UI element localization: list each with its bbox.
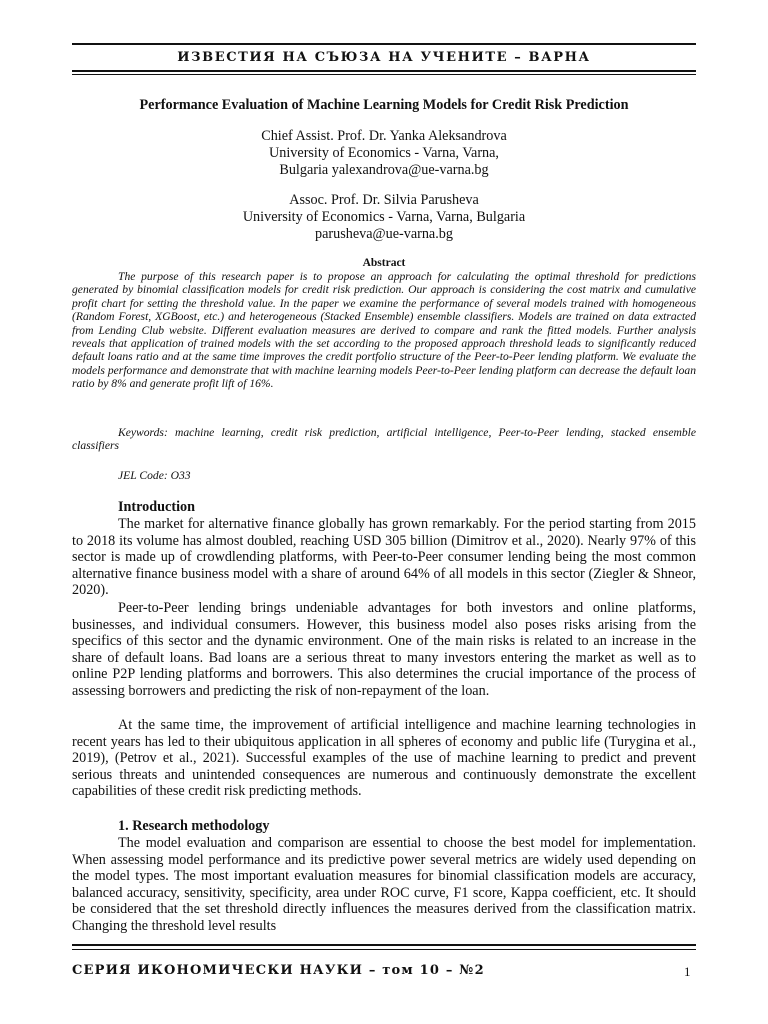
- author-name: Chief Assist. Prof. Dr. Yanka Aleksandrova: [261, 128, 507, 144]
- abstract-text: The purpose of this research paper is to propose an approach for calculating the optimal threshold for predictions generated by binomial classification models for credit risk prediction. Our approach is considering the cost matrix and cumulative profit chart for setting the threshold value. In the paper we examine the performance of several models trained with homogeneous (Random Forest, XGBoost, etc.) and heterogeneous (Stacked Ensemble) ensemble classifiers. Models are trained on data extracted from Lending Club website. Different evaluation measures are derived to compare and rank the fitted models. Further analysis reveals that application of trained models with the set according to the proposed approach threshold leads to significantly reduced default loans ratio and at the same time improves the credit portfolio structure of the Peer-to-Peer lending platform. We evaluate the models performance and demonstrate that with machine learning models Peer-to-Peer lending platform can decrease the default loan ratio by 8% and generate profit lift of 16%.: [72, 270, 696, 391]
- author-block-1: [72, 128, 696, 178]
- section-heading-methodology: 1. Research methodology: [118, 818, 270, 834]
- journal-header: ИЗВЕСТИЯ НА СЪЮЗА НА УЧЕНИТЕ – ВАРНА: [177, 50, 591, 65]
- page-number: 1: [684, 964, 691, 979]
- paper-title: Performance Evaluation of Machine Learning Models for Credit Risk Prediction: [139, 97, 629, 113]
- author-name: Assoc. Prof. Dr. Silvia Parusheva: [289, 192, 479, 208]
- intro-paragraph: The market for alternative finance globally has grown remarkably. For the period starting from 2015 to 2018 its volume has almost doubled, reaching USD 305 billion (Dimitrov et al., 2020). Nearly 97% of this sector is made up of crowdlending platforms, with Peer-to-Peer consumer lending being the most common alternative finance business model with a share of around 64% of all models in this sector (Ziegler & Shneor, 2020).: [72, 516, 696, 598]
- header-bottom-rule: [72, 70, 696, 72]
- footer-top-rule: [72, 944, 696, 946]
- header-bottom-rule-thin: [72, 74, 696, 75]
- intro-paragraph: Peer-to-Peer lending brings undeniable advantages for both investors and online platforms, businesses, and individual consumers. However, this business model also poses risks arising from the specifics of this sector and the dynamic environment. One of the main risks is related to an increase in the share of default loans. Bad loans are a serious threat to many investors entering the market as well as to online P2P lending platforms and borrowers. This also determines the crucial importance of the process of assessing borrowers and predicting the risk of non-repayment of the loan.: [72, 600, 696, 699]
- author-email: parusheva@ue-varna.bg: [315, 225, 453, 242]
- intro-paragraph: At the same time, the improvement of artificial intelligence and machine learning technologies in recent years has led to their ubiquitous application in all spheres of economy and public life (Turygina et al., 2019), (Petrov et al., 2021). Successful examples of the use of machine learning to predict and prevent serious threats and unintended consequences are numerous and continuously demonstrate the excellent capabilities of these credit risk predicting methods.: [72, 717, 696, 799]
- footer-top-rule-thin: [72, 949, 696, 950]
- jel-code: JEL Code: O33: [118, 469, 191, 482]
- section-heading-introduction: Introduction: [118, 499, 195, 515]
- header-top-rule: [72, 43, 696, 45]
- author-email: Bulgaria yalexandrova@ue-varna.bg: [279, 161, 489, 178]
- author-block-2: [72, 192, 696, 242]
- author-affiliation: University of Economics - Varna, Varna,: [269, 144, 499, 161]
- keywords: Keywords: machine learning, credit risk prediction, artificial intelligence, Peer-to-Peer lending, stacked ensemble classifiers: [72, 426, 696, 453]
- author-affiliation: University of Economics - Varna, Varna, Bulgaria: [242, 208, 526, 225]
- methodology-paragraph: The model evaluation and comparison are essential to choose the best model for implementation. When assessing model performance and its predictive power several metrics are widely used depending on the model types. The most important evaluation measures for binomial classification models are accuracy, balanced accuracy, sensitivity, specificity, area under ROC curve, F1 score, Kappa coefficient, etc. It should be considered that the set threshold directly influences the measures derived from the classification matrix. Changing the threshold level results: [72, 835, 696, 934]
- footer-series: СЕРИЯ ИКОНОМИЧЕСКИ НАУКИ – том 10 – №2: [72, 963, 485, 978]
- abstract-heading: Abstract: [362, 257, 406, 269]
